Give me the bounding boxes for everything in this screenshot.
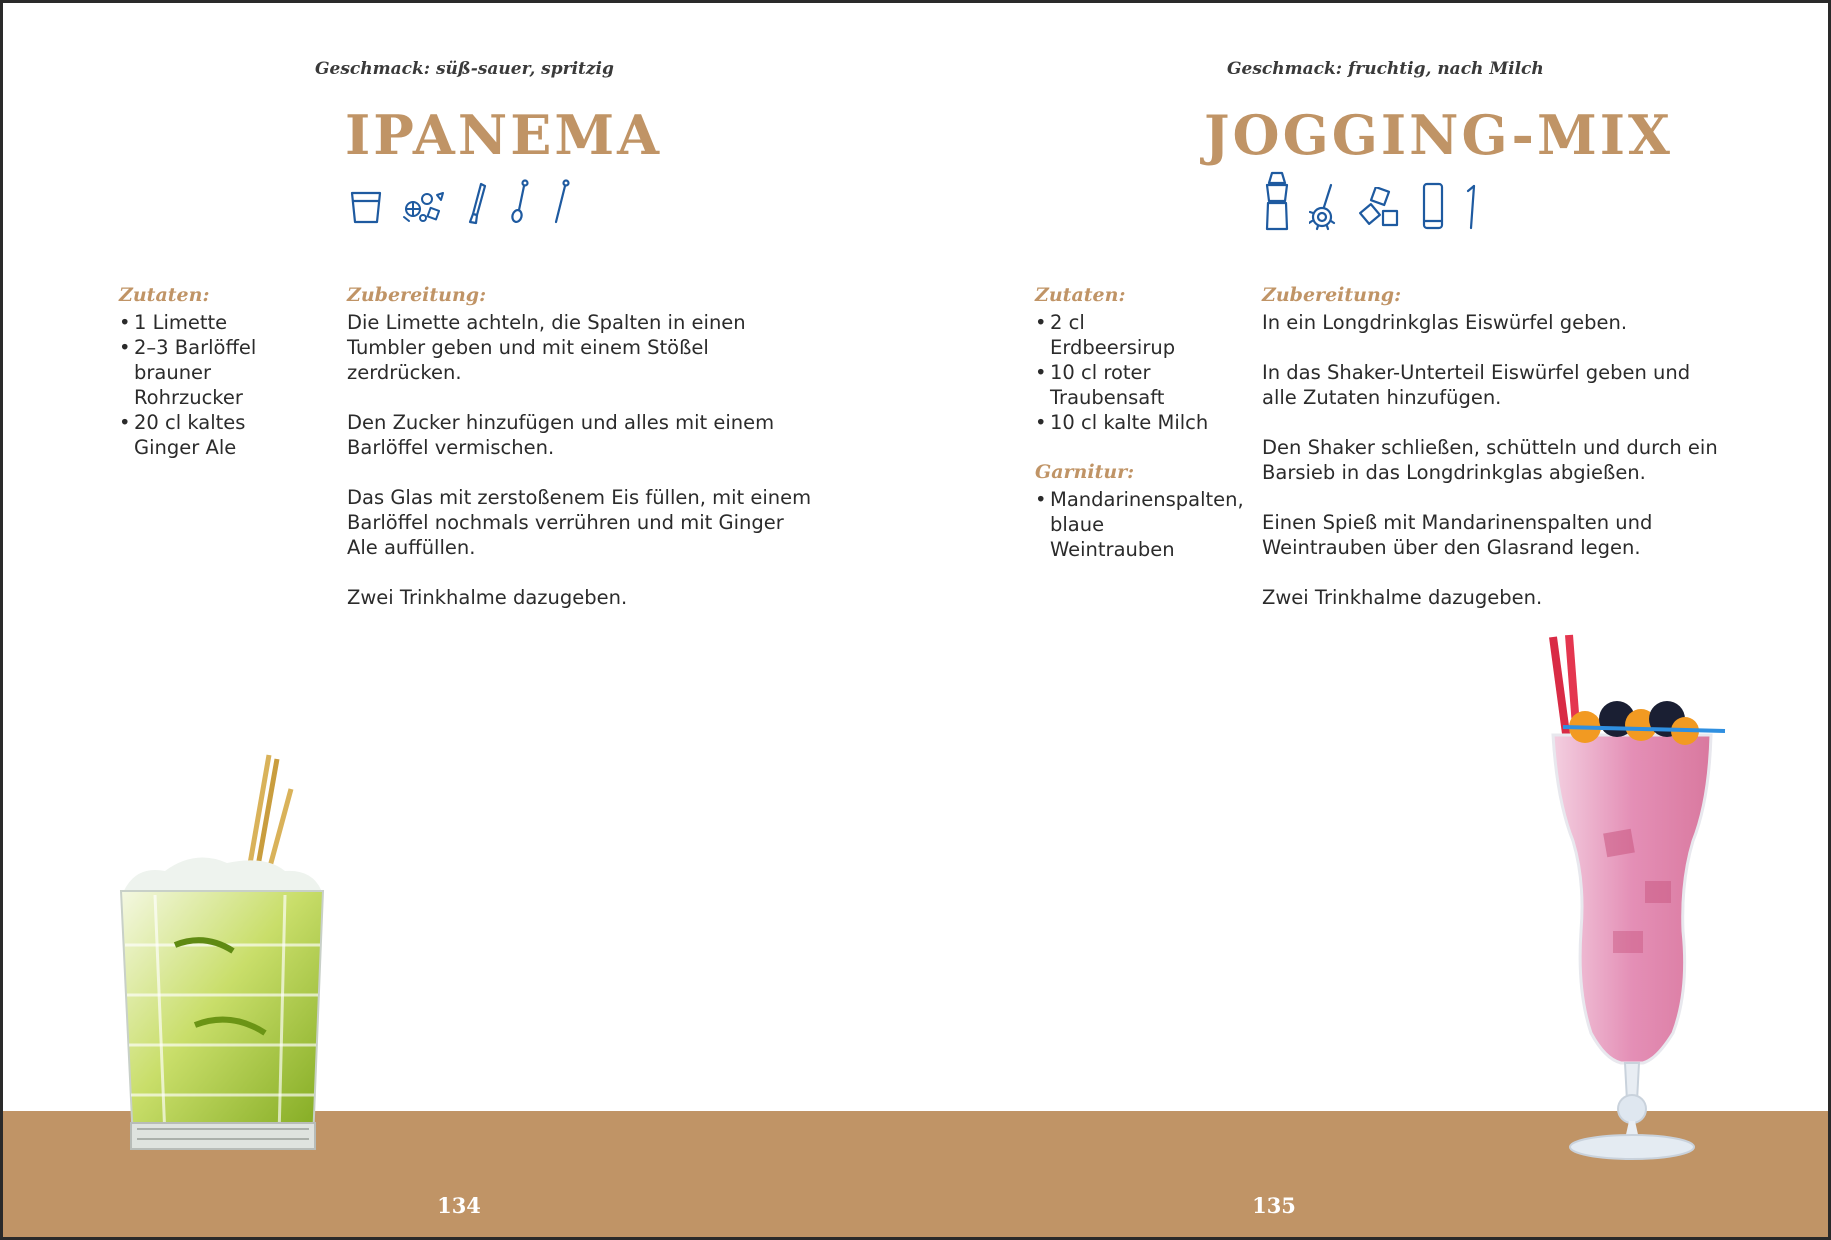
flavor-line: Geschmack: süß-sauer, spritzig xyxy=(315,59,614,79)
preparation-step: Zwei Trinkhalme dazugeben. xyxy=(347,586,628,609)
ingredients-list xyxy=(119,310,294,460)
ingredient-item: • 2 cl Erdbeersirup xyxy=(1035,310,1210,360)
page-right xyxy=(918,3,1831,1237)
preparation-step: Einen Spieß mit Mandarinenspalten und Weintrauben über den Glasrand legen. xyxy=(1262,511,1653,559)
ingredients-heading: Zutaten: xyxy=(119,284,210,306)
ingredient-item: • 20 cl kaltes Ginger Ale xyxy=(119,410,294,460)
garnish-list xyxy=(1035,487,1244,562)
page-number: 134 xyxy=(437,1193,481,1218)
preparation-step: Die Limette achteln, die Spalten in einen Tumbler geben und mit einem Stößel zerdrücken. xyxy=(347,311,746,384)
page-number: 135 xyxy=(1252,1193,1296,1218)
recipe-title: IPANEMA xyxy=(345,103,663,167)
stirrer-icon xyxy=(551,179,571,229)
tumbler-glass-icon xyxy=(349,185,383,229)
ingredient-item: • 10 cl kalte Milch xyxy=(1035,410,1210,435)
ingredients-list xyxy=(1035,310,1210,435)
stirrer-icon xyxy=(1463,181,1479,235)
garnish-block xyxy=(1035,460,1244,562)
ingredient-item: • 10 cl roter Traubensaft xyxy=(1035,360,1210,410)
tool-icons xyxy=(349,179,571,229)
preparation-column xyxy=(1262,283,1722,635)
flavor-line: Geschmack: fruchtig, nach Milch xyxy=(1227,59,1544,79)
preparation-step: In das Shaker-Unterteil Eiswürfel geben und alle Zutaten hinzufügen. xyxy=(1262,361,1691,409)
preparation-step: Den Shaker schließen, schütteln und durch ein Barsieb in das Longdrinkglas abgießen. xyxy=(1262,436,1718,484)
preparation-step: Das Glas mit zerstoßenem Eis füllen, mit einem Barlöffel nochmals verrühren und mit Ginger Ale auffüllen. xyxy=(347,486,812,559)
ingredients-column xyxy=(119,283,294,460)
garnish-heading: Garnitur: xyxy=(1035,461,1135,483)
recipe-title: JOGGING-MIX xyxy=(1204,103,1673,167)
ingredients-heading: Zutaten: xyxy=(1035,284,1126,306)
preparation-step: Zwei Trinkhalme dazugeben. xyxy=(1262,586,1543,609)
longdrink-glass-icon xyxy=(1421,181,1445,235)
strainer-icon xyxy=(1309,183,1341,235)
shaker-icon xyxy=(1263,171,1291,235)
ingredients-column xyxy=(1035,283,1244,562)
jogging-mix-cocktail-photo xyxy=(1533,631,1733,1175)
preparation-heading: Zubereitung: xyxy=(347,284,487,306)
page-left xyxy=(3,3,918,1237)
ingredient-item: • 2–3 Barlöffel brauner Rohrzucker xyxy=(119,335,294,410)
garnish-item: • Mandarinenspalten, blaue Weintrauben xyxy=(1035,487,1210,562)
bar-spoon-icon xyxy=(509,179,533,229)
ingredient-item: • 1 Limette xyxy=(119,310,294,335)
preparation-step: In ein Longdrinkglas Eiswürfel geben. xyxy=(1262,311,1628,334)
preparation-column xyxy=(347,283,815,635)
preparation-heading: Zubereitung: xyxy=(1262,284,1402,306)
preparation-step: Den Zucker hinzufügen und alles mit einem Barlöffel vermischen. xyxy=(347,411,775,459)
tool-icons xyxy=(1263,171,1479,235)
muddler-icon xyxy=(465,181,491,229)
ice-cubes-icon xyxy=(1359,187,1403,235)
ingredients-icon xyxy=(401,185,447,229)
ipanema-cocktail-photo xyxy=(115,745,335,1169)
